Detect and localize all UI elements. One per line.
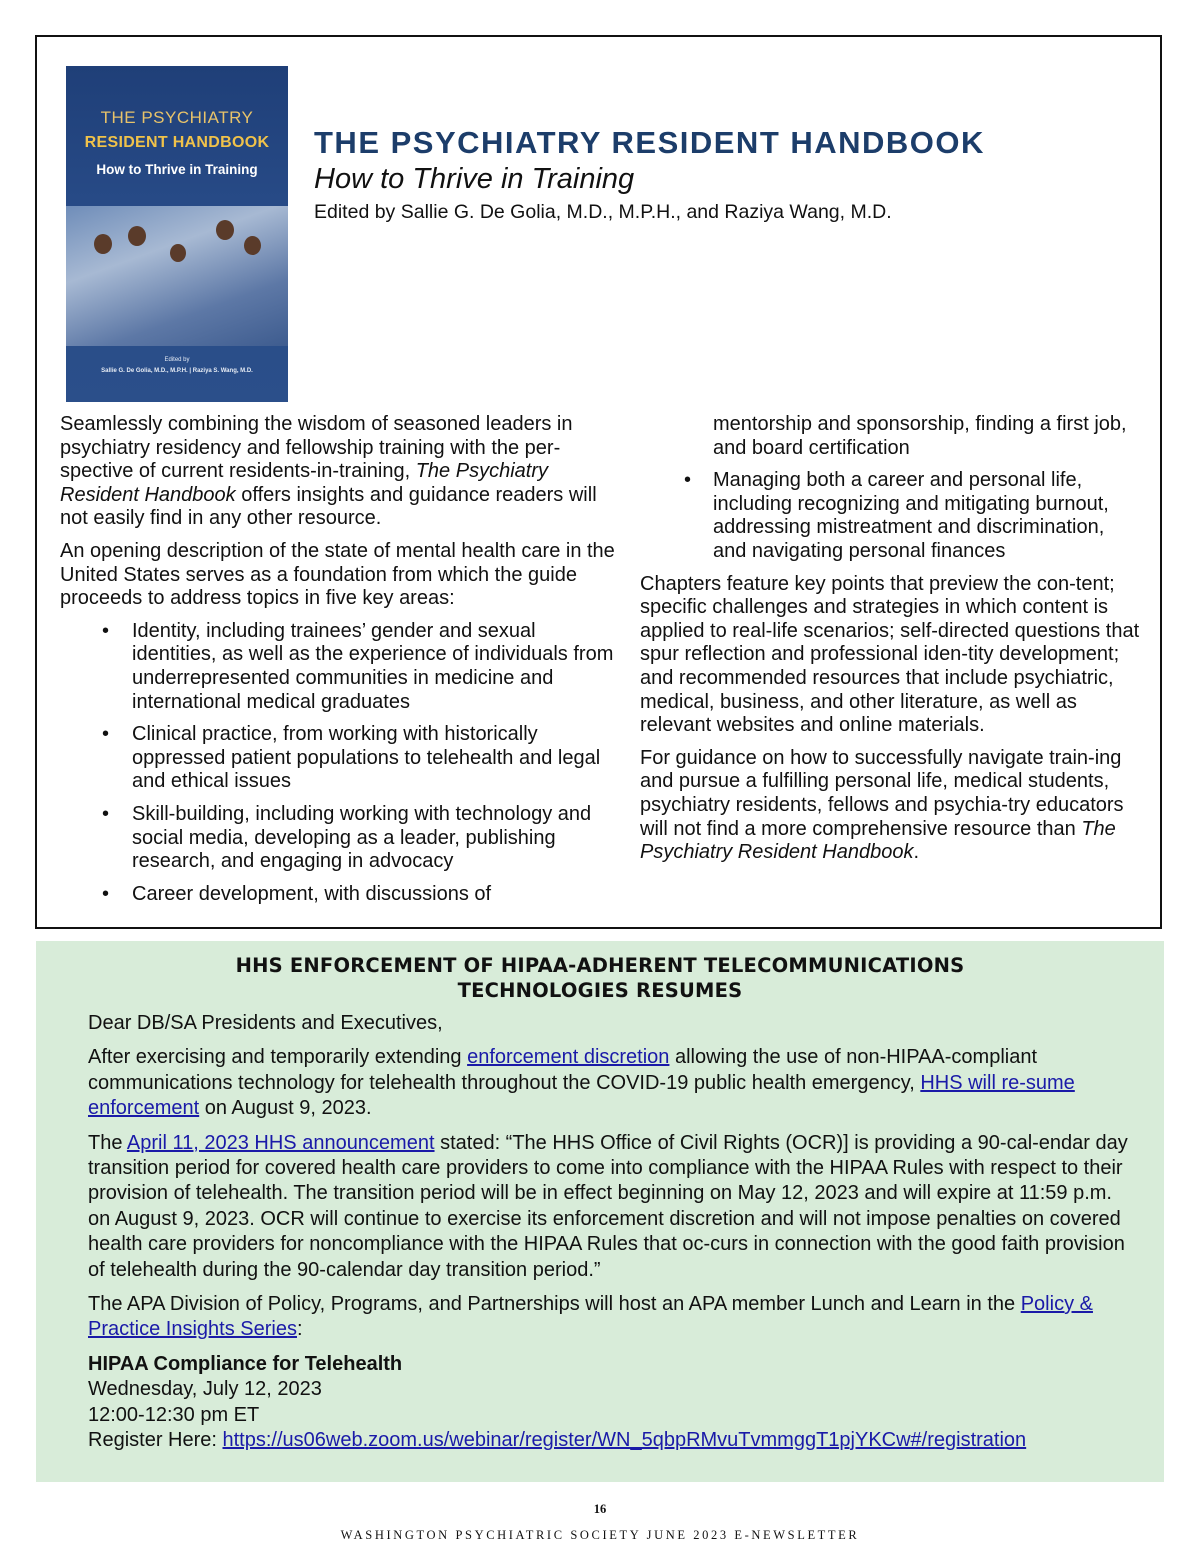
event-title: HIPAA Compliance for Telehealth <box>88 1352 403 1375</box>
key-areas-paragraph: An opening description of the state of mental health care in the United States serves as a foundation from which the guide proceeds to address topics in five key areas: <box>60 539 615 610</box>
book-feature-box <box>35 35 1162 929</box>
hhs-paragraph-2: The April 11, 2023 HHS announcement stated: “The HHS Office of Civil Rights (OCR)] is providing a 90-cal-endar day transition period for covered health care providers to come into compliance with the HIPAA Rules with respect to their provision of telehealth. The transition period will be in effect beginning on May 12, 2023 and will expire at 11:59 p.m. on August 9, 2023. OCR will continue to exercise its enforcement discretion and will not impose penalties on covered health care providers for noncompliance with the HIPAA Rules that oc-curs in connection with the good faith provision of telehealth during the 90-calendar day transition period.” <box>88 1131 1128 1281</box>
book-editors: Edited by Sallie G. De Golia, M.D., M.P.H., and Raziya Wang, M.D. <box>314 201 892 223</box>
book-description-right-column <box>640 413 1140 874</box>
closing-paragraph: For guidance on how to successfully navigate train-ing and pursue a fulfilling personal life, medical students, psychiatry residents, fellows and psychia-try educators will not find a more comprehensive resource than The Psychiatry Resident Handbook. <box>640 746 1124 864</box>
chapters-paragraph: Chapters feature key points that preview the con-tent; specific challenges and strategies in which content is applied to real-life scenarios; self-directed questions that spur reflection and professional iden-tity development; and recommended resources that include psychiatric, medical, business, and other literature, as well as relevant websites and online materials. <box>640 572 1140 737</box>
page-number: 16 <box>593 1502 607 1516</box>
list-item: • Managing both a career and personal life, including recognizing and mitigating burnout, addressing mistreatment and discrimination, and navigating personal finances <box>640 469 1140 563</box>
newsletter-footer: WASHINGTON PSYCHIATRIC SOCIETY JUNE 2023 E-NEWSLETTER <box>340 1528 860 1542</box>
enforcement-discretion-link[interactable]: enforcement discretion <box>467 1046 670 1069</box>
cover-title-line2: RESIDENT HANDBOOK <box>84 134 270 151</box>
list-item: • Skill-building, including working with technology and social media, developing as a leader, publishing research, and engaging in advocacy <box>60 803 620 874</box>
event-registration: Register Here: https://us06web.zoom.us/webinar/register/WN_5qbpRMvuTvmmggT1pjYKCw#/registration <box>88 1429 1027 1452</box>
hhs-announcement-box <box>36 941 1164 1482</box>
cover-edited-by: Edited by <box>164 357 190 363</box>
key-areas-list <box>60 620 620 907</box>
book-subtitle: How to Thrive in Training <box>314 163 635 195</box>
hhs-paragraph-3: The APA Division of Policy, Programs, and Partnerships will host an APA member Lunch and Learn in the Policy & Practice Insights Series: <box>88 1293 1093 1341</box>
book-cover-image <box>66 66 288 402</box>
list-item: • Identity, including trainees’ gender and sexual identities, as well as the experience of individuals from underrepresented communities in medicine and international medical graduates <box>60 620 620 714</box>
hhs-resume-enforcement-link[interactable]: HHS will re-sume enforcement <box>88 1071 1075 1120</box>
hhs-announcement-link[interactable]: April 11, 2023 HHS announcement <box>126 1131 435 1154</box>
hhs-body <box>88 1011 1128 1454</box>
key-areas-list-continued <box>640 413 1140 564</box>
cover-editors: Sallie G. De Golia, M.D., M.P.H. | Raziya S. Wang, M.D. <box>101 368 253 374</box>
hhs-heading: HHS ENFORCEMENT OF HIPAA-ADHERENT TELECOMMUNICATIONS TECHNOLOGIES RESUMES <box>235 954 965 1002</box>
list-item: • Clinical practice, from working with historically oppressed patient populations to telehealth and legal and ethical issues <box>60 723 620 794</box>
salutation: Dear DB/SA Presidents and Executives, <box>88 1012 443 1034</box>
policy-practice-insights-link[interactable]: Policy & Practice Insights Series <box>88 1293 1093 1341</box>
cover-title-line1: THE PSYCHIATRY <box>100 108 254 127</box>
event-date: Wednesday, July 12, 2023 <box>88 1378 322 1401</box>
event-time: 12:00-12:30 pm ET <box>88 1403 260 1426</box>
book-title: THE PSYCHIATRY RESIDENT HANDBOOK <box>314 125 985 160</box>
book-description-left-column <box>60 413 620 915</box>
event-details <box>88 1352 1128 1454</box>
cover-photo <box>66 206 288 346</box>
list-item: • Career development, with discussions of <box>60 883 620 907</box>
registration-link[interactable]: https://us06web.zoom.us/webinar/register/WN_5qbpRMvuTvmmggT1pjYKCw#/registration <box>222 1429 1027 1452</box>
hhs-paragraph-1: After exercising and temporarily extending enforcement discretion allowing the use of non-HIPAA-compliant communications technology for telehealth throughout the COVID-19 public health emergency, HHS will re-sume enforcement on August 9, 2023. <box>88 1046 1075 1120</box>
cover-subtitle: How to Thrive in Training <box>96 162 258 177</box>
list-item-continuation: mentorship and sponsorship, finding a first job, and board certification <box>713 413 1127 459</box>
intro-paragraph: Seamlessly combining the wisdom of seasoned leaders in psychiatry residency and fellowship training with the per-spective of current residents-in-training, The Psychiatry Resident Handbook offers insights and guidance readers will not easily find in any other resource. <box>60 413 597 530</box>
